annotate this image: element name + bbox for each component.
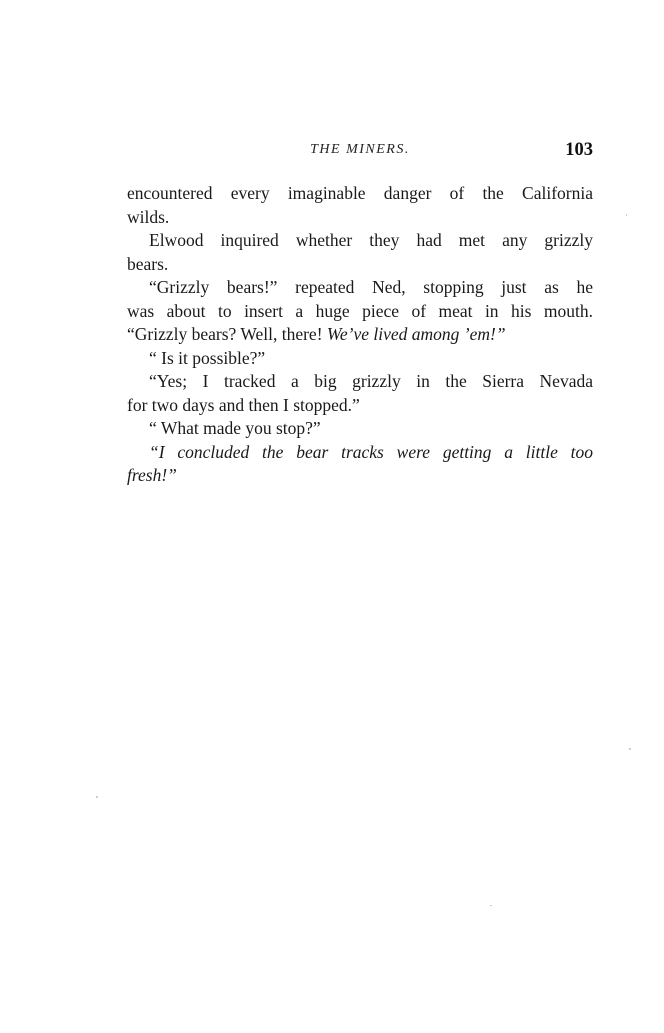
text-line-italic: fresh!” bbox=[127, 465, 177, 485]
speck bbox=[96, 796, 98, 798]
body-text bbox=[127, 182, 593, 488]
text-line: bears. bbox=[127, 253, 169, 274]
running-head bbox=[127, 142, 593, 166]
text-line: for two days and then I stopped.” bbox=[127, 394, 360, 415]
text-line: Elwood inquired whether they had met any grizzly bbox=[149, 230, 593, 250]
speck bbox=[626, 214, 627, 216]
text-line-italic: “I concluded the bear tracks were getting a little too bbox=[149, 441, 593, 462]
text-line: “Yes; I tracked a big grizzly in the Sierra Nevada bbox=[149, 371, 593, 391]
text-line: encountered every imaginable danger of the California bbox=[127, 183, 593, 203]
text-line: wilds. bbox=[127, 206, 170, 227]
text-line: “Grizzly bears!” repeated Ned, stopping just as he bbox=[149, 277, 593, 297]
speck bbox=[490, 905, 492, 906]
running-title: THE MINERS. bbox=[310, 142, 410, 157]
text-line: was about to insert a huge piece of meat in his mouth. bbox=[127, 300, 593, 321]
italic-segment: We’ve lived among ’em!” bbox=[326, 324, 506, 344]
page-number: 103 bbox=[565, 140, 593, 160]
speck bbox=[629, 748, 631, 750]
text-line-mixed bbox=[127, 323, 593, 347]
text-line: “ What made you stop?” bbox=[149, 418, 321, 438]
text-segment: “Grizzly bears? Well, there! bbox=[127, 324, 327, 344]
text-line: “ Is it possible?” bbox=[149, 347, 266, 368]
